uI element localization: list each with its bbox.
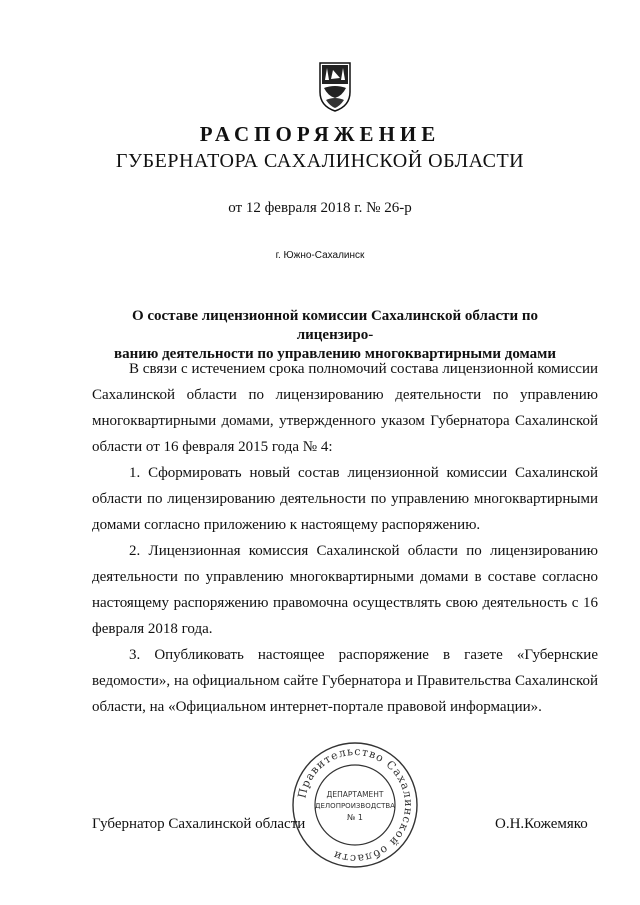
stamp-center-line-3: № 1: [347, 813, 363, 822]
signature-position: Губернатор Сахалинской области: [92, 816, 306, 832]
document-body: [92, 356, 598, 720]
stamp-center-line-2: ДЕЛОПРОИЗВОДСТВА: [315, 802, 395, 810]
subject-line-2: ванию деятельности по управлению многоквартирными домами: [113, 346, 557, 362]
body-paragraph-1: 1. Сформировать новый состав лицензионной комиссии Сахалинской области по лицензированию деятельности по управлению многоквартирными домами согласно приложению к настоящему распоряжению.: [92, 465, 598, 533]
document-title: РАСПОРЯЖЕНИЕ: [199, 122, 441, 146]
document-city: г. Южно-Сахалинск: [275, 250, 365, 261]
stamp-center-line-1: ДЕПАРТАМЕНТ: [326, 790, 384, 799]
body-paragraph-3: 3. Опубликовать настоящее распоряжение в газете «Губернские ведомости», на официальном сайте Губернатора и Правительства Сахалинской области, на «Официальном интернет-портале правовой информации».: [92, 647, 598, 715]
sakhalin-coat-of-arms-icon: [318, 62, 352, 112]
document-subtitle: ГУБЕРНАТОРА САХАЛИНСКОЙ ОБЛАСТИ: [115, 150, 525, 172]
subject-line-1: О составе лицензионной комиссии Сахалинской области по лицензиро-: [131, 308, 539, 343]
document-date: от 12 февраля 2018 г. № 26-р: [228, 200, 412, 216]
signature-name: О.Н.Кожемяко: [495, 816, 588, 832]
stamp-ring-text: Правительство Сахалинской области: [295, 744, 416, 866]
body-paragraph-2: 2. Лицензионная комиссия Сахалинской области по лицензированию деятельности по управлению многоквартирными домами в составе согласно настоящему распоряжению правомочна осуществлять свою деятельность с 16 февраля 2018 года.: [92, 543, 598, 637]
official-stamp: [290, 740, 420, 870]
body-paragraph-preamble: В связи с истечением срока полномочий состава лицензионной комиссии Сахалинской области по лицензированию деятельности по управлению многоквартирными домами, утвержденного указом Губернатора Сахалинской области от 16 февраля 2015 года № 4:: [92, 361, 598, 455]
